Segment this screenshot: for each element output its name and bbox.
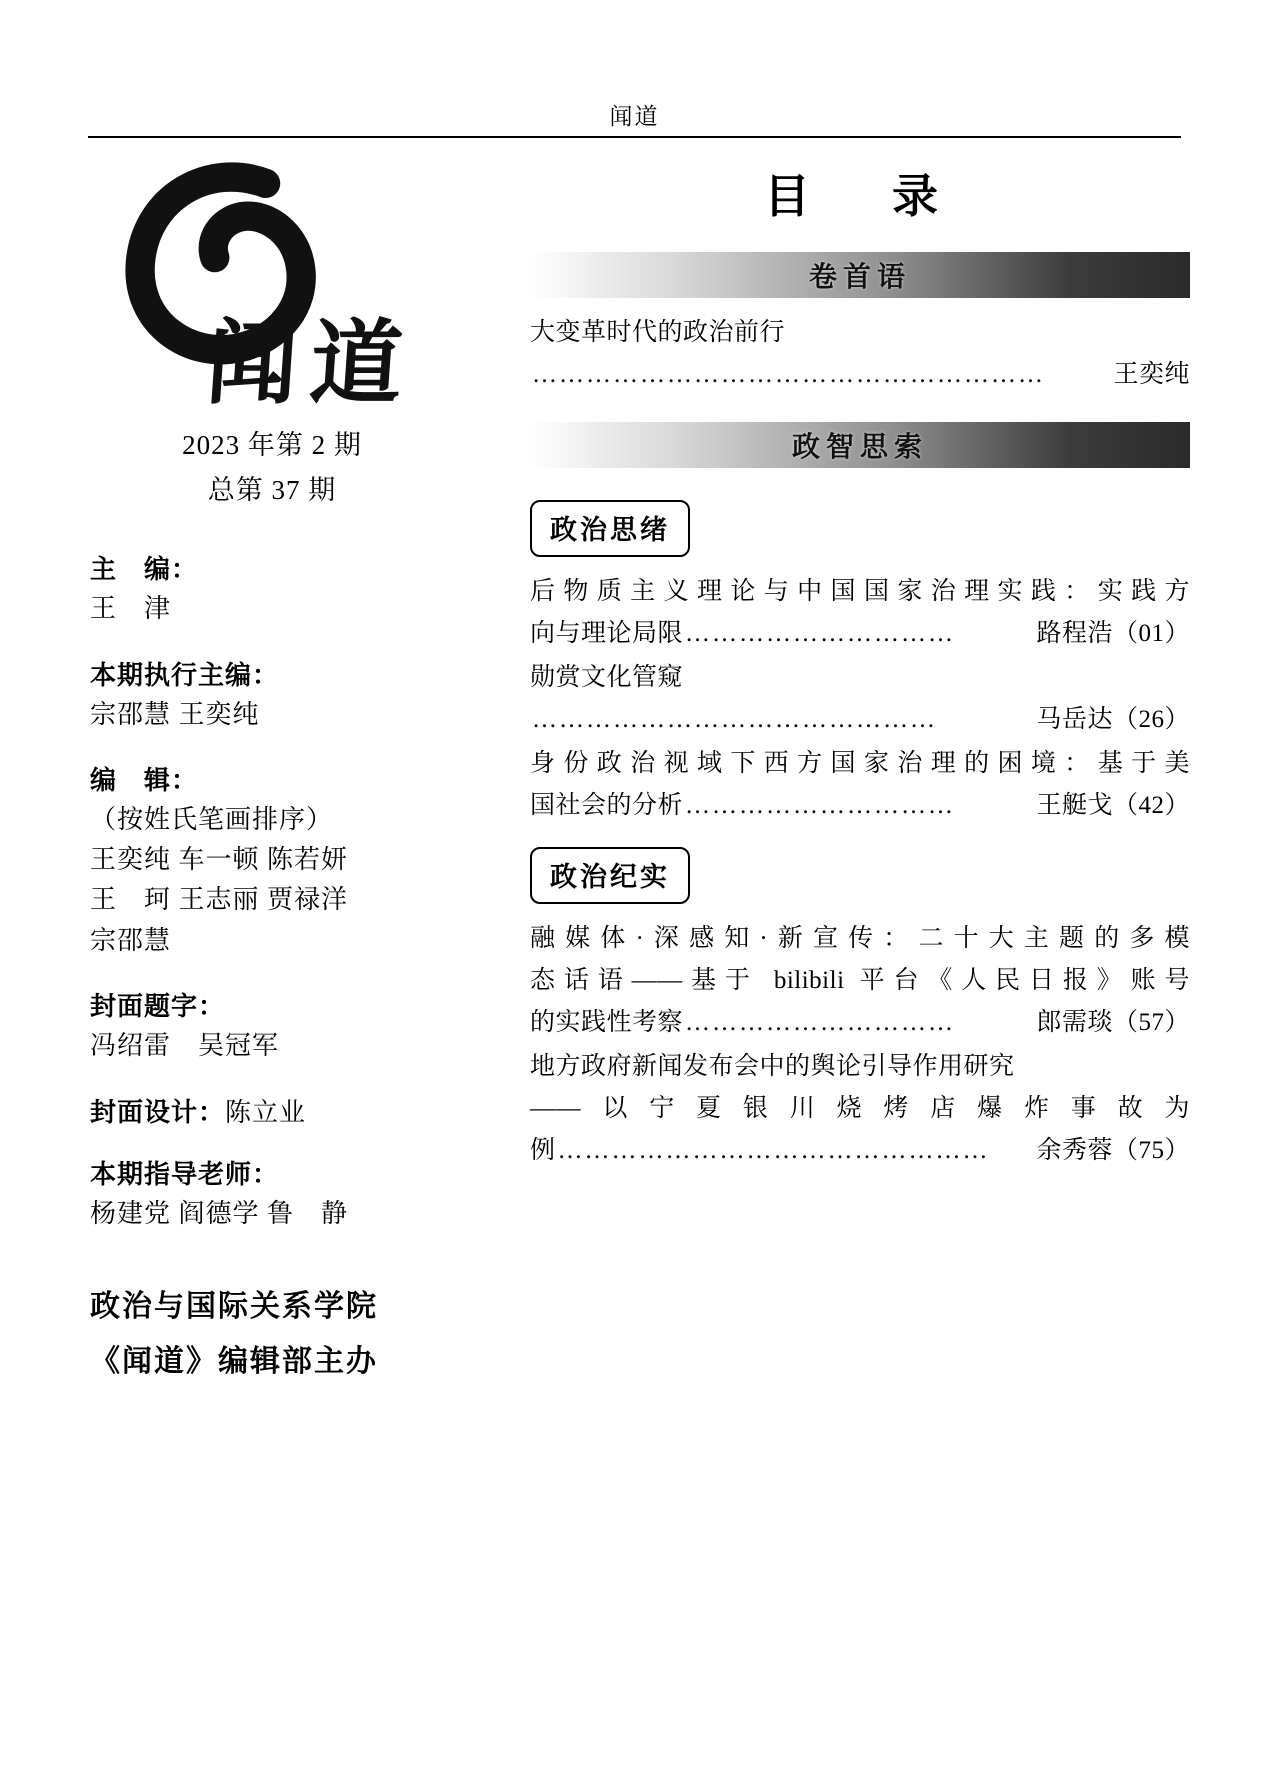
credit-editor-in-chief: [90, 550, 462, 629]
toc-entry-title: 融媒体·深感知·新宣传：二十大主题的多模: [530, 925, 1190, 952]
credit-editors: [90, 761, 462, 961]
toc-leader-dots: …………………………: [685, 1009, 956, 1036]
masthead-column: [82, 150, 462, 1390]
toc-leader-dots: …………………………………………………: [532, 361, 1045, 388]
toc-entry-author-page: 马岳达（26）: [1036, 706, 1190, 733]
toc-entry-title-tail: 国社会的分析: [530, 792, 684, 819]
toc-leader-dots: ………………………………………: [532, 706, 937, 733]
journal-logo: [107, 150, 437, 420]
credit-cover-calligraphy: [90, 987, 462, 1066]
toc-entry[interactable]: [530, 1046, 1190, 1172]
credit-value: 冯绍雷 吴冠军: [90, 1031, 280, 1061]
credit-value: 宗邵慧 王奕纯: [90, 699, 260, 729]
credit-label: 封面设计：: [90, 1098, 226, 1128]
running-head: 闻道: [609, 104, 660, 129]
toc-section-header-foreword: [530, 252, 1190, 298]
toc-entry-title: 勋赏文化管窥: [530, 664, 684, 691]
credit-value: 陈立业: [225, 1098, 307, 1128]
publisher-school: 政治与国际关系学院: [90, 1289, 378, 1323]
credit-label: 主 编：: [90, 555, 199, 585]
publisher-block: [82, 1279, 462, 1390]
masthead-credits: [82, 550, 462, 1234]
credit-label: 封面题字：: [90, 992, 226, 1022]
toc-entry[interactable]: [530, 571, 1190, 655]
toc-entry[interactable]: [530, 657, 1190, 741]
toc-leader-dots: …………………………………………: [557, 1137, 990, 1164]
toc-subsection-political-thought: 政治思绪: [530, 500, 690, 557]
credit-executive-editor: [90, 656, 462, 735]
credit-value-line-3: 宗邵慧: [90, 925, 172, 955]
toc-entry-author-page: 余秀蓉（75）: [1036, 1137, 1190, 1164]
credit-label: 本期指导老师：: [90, 1160, 280, 1190]
credit-value-line-2: 王 珂 王志丽 贾禄洋: [90, 885, 349, 915]
toc-entry[interactable]: [530, 743, 1190, 827]
credit-advisors: [90, 1155, 462, 1234]
toc-entry-title-line2: ——以宁夏银川烧烤店爆炸事故为: [530, 1095, 1190, 1122]
issue-total-number: 总第 37 期: [207, 475, 337, 506]
toc-entry-author-page: 王艇戈（42）: [1036, 792, 1190, 819]
credit-cover-design: [90, 1092, 462, 1129]
toc-section-label: 政智思索: [791, 432, 928, 463]
toc-leader-dots: …………………………: [685, 620, 956, 647]
table-of-contents: [530, 160, 1190, 1174]
credit-value-line-1: 王奕纯 车一顿 陈若妍: [90, 845, 349, 875]
toc-entry[interactable]: [530, 918, 1190, 1044]
credit-label: 本期执行主编：: [90, 660, 280, 690]
toc-entry-title: 地方政府新闻发布会中的舆论引导作用研究: [530, 1053, 1015, 1080]
toc-subsection-political-documentary: 政治纪实: [530, 847, 690, 904]
toc-entry-title-tail: 的实践性考察: [530, 1009, 684, 1036]
credit-order-note: （按姓氏笔画排序）: [90, 804, 334, 834]
toc-section-label: 卷首语: [808, 262, 911, 293]
credit-label: 编 辑：: [90, 765, 199, 795]
toc-entry-title-tail: 例: [530, 1137, 556, 1164]
toc-entry-title: 身份政治视域下西方国家治理的困境：基于美: [530, 750, 1190, 777]
issue-number: 2023 年第 2 期: [182, 430, 362, 460]
toc-entry-title: 大变革时代的政治前行: [530, 319, 786, 346]
toc-entry-title-line2: 态话语——基于 bilibili 平台《人民日报》账号: [530, 967, 1190, 994]
toc-title: 目 录: [764, 171, 956, 222]
header-rule: [88, 136, 1181, 138]
credit-value: 王 津: [90, 594, 172, 624]
toc-entry-author-page: 郎需琰（57）: [1036, 1009, 1190, 1036]
toc-section-header-politics: [530, 422, 1190, 468]
toc-entry[interactable]: [530, 312, 1190, 396]
toc-entry-author: 王奕纯: [1113, 361, 1190, 388]
journal-brand-title: 闻道: [202, 313, 419, 415]
toc-entry-title-tail: 向与理论局限: [530, 620, 684, 647]
toc-entry-title: 后物质主义理论与中国国家治理实践：实践方: [530, 578, 1190, 605]
credit-value: 杨建党 阎德学 鲁 静: [90, 1199, 349, 1229]
toc-entry-author-page: 路程浩（01）: [1036, 620, 1190, 647]
toc-leader-dots: …………………………: [685, 792, 956, 819]
publisher-editorial-office: 《闻道》编辑部主办: [90, 1345, 378, 1379]
